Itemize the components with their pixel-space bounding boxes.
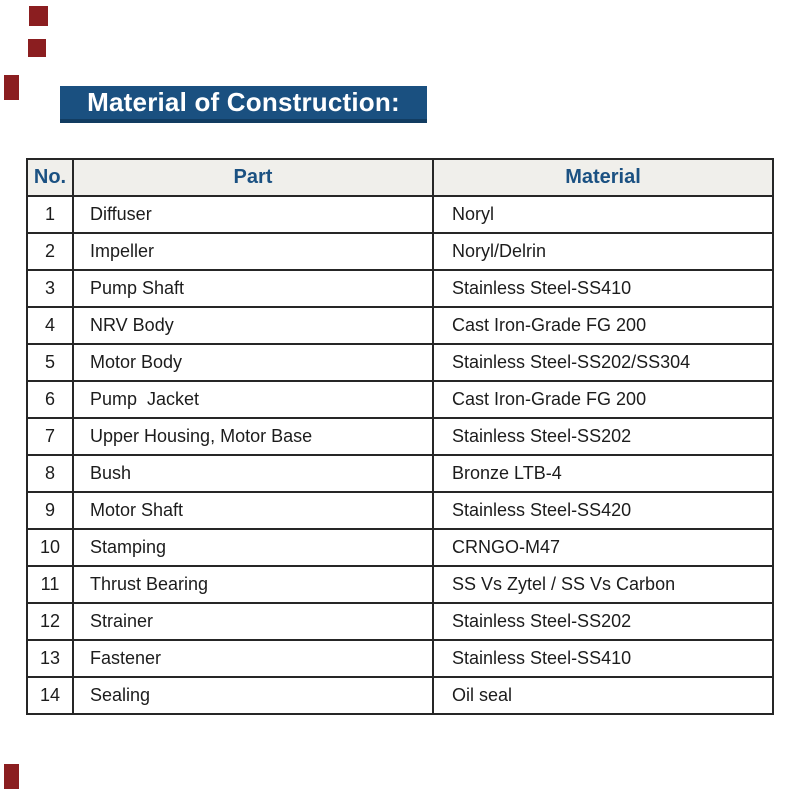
column-header-material: Material bbox=[433, 159, 773, 196]
row-no-cell: 3 bbox=[27, 270, 73, 307]
table-body bbox=[27, 196, 773, 714]
row-material-cell: Stainless Steel-SS410 bbox=[433, 640, 773, 677]
table-row bbox=[27, 566, 773, 603]
page-title: Material of Construction: bbox=[87, 87, 400, 117]
title-banner bbox=[60, 86, 427, 123]
table-row bbox=[27, 344, 773, 381]
row-no-cell: 12 bbox=[27, 603, 73, 640]
row-no-cell: 2 bbox=[27, 233, 73, 270]
row-no-cell: 5 bbox=[27, 344, 73, 381]
row-part-cell: Strainer bbox=[73, 603, 433, 640]
row-material-cell: Oil seal bbox=[433, 677, 773, 714]
row-material-cell: Stainless Steel-SS202 bbox=[433, 603, 773, 640]
row-no-cell: 1 bbox=[27, 196, 73, 233]
crop-mark-bottom-left bbox=[4, 764, 19, 789]
row-part-cell: Bush bbox=[73, 455, 433, 492]
table-row bbox=[27, 418, 773, 455]
table-row bbox=[27, 640, 773, 677]
row-part-cell: Motor Shaft bbox=[73, 492, 433, 529]
row-material-cell: Cast Iron-Grade FG 200 bbox=[433, 381, 773, 418]
row-no-cell: 14 bbox=[27, 677, 73, 714]
row-material-cell: Stainless Steel-SS202 bbox=[433, 418, 773, 455]
row-part-cell: NRV Body bbox=[73, 307, 433, 344]
column-header-no: No. bbox=[27, 159, 73, 196]
row-no-cell: 10 bbox=[27, 529, 73, 566]
row-material-cell: SS Vs Zytel / SS Vs Carbon bbox=[433, 566, 773, 603]
table-row bbox=[27, 196, 773, 233]
row-material-cell: Noryl bbox=[433, 196, 773, 233]
table-row bbox=[27, 233, 773, 270]
table-header-row bbox=[27, 159, 773, 196]
row-no-cell: 9 bbox=[27, 492, 73, 529]
row-part-cell: Sealing bbox=[73, 677, 433, 714]
table-row bbox=[27, 307, 773, 344]
row-material-cell: Cast Iron-Grade FG 200 bbox=[433, 307, 773, 344]
row-material-cell: Noryl/Delrin bbox=[433, 233, 773, 270]
row-no-cell: 11 bbox=[27, 566, 73, 603]
row-no-cell: 4 bbox=[27, 307, 73, 344]
table-row bbox=[27, 381, 773, 418]
table-row bbox=[27, 677, 773, 714]
row-material-cell: Stainless Steel-SS420 bbox=[433, 492, 773, 529]
crop-mark-left bbox=[4, 75, 19, 100]
row-part-cell: Pump Shaft bbox=[73, 270, 433, 307]
row-material-cell: Stainless Steel-SS202/SS304 bbox=[433, 344, 773, 381]
row-part-cell: Thrust Bearing bbox=[73, 566, 433, 603]
table-row bbox=[27, 603, 773, 640]
row-material-cell: Bronze LTB-4 bbox=[433, 455, 773, 492]
table-row bbox=[27, 455, 773, 492]
row-part-cell: Stamping bbox=[73, 529, 433, 566]
row-no-cell: 13 bbox=[27, 640, 73, 677]
row-material-cell: CRNGO-M47 bbox=[433, 529, 773, 566]
column-header-part: Part bbox=[73, 159, 433, 196]
crop-mark-top-2 bbox=[28, 39, 46, 57]
row-part-cell: Motor Body bbox=[73, 344, 433, 381]
table-row bbox=[27, 529, 773, 566]
row-no-cell: 6 bbox=[27, 381, 73, 418]
row-no-cell: 7 bbox=[27, 418, 73, 455]
row-material-cell: Stainless Steel-SS410 bbox=[433, 270, 773, 307]
row-part-cell: Upper Housing, Motor Base bbox=[73, 418, 433, 455]
row-no-cell: 8 bbox=[27, 455, 73, 492]
row-part-cell: Impeller bbox=[73, 233, 433, 270]
table-row bbox=[27, 492, 773, 529]
crop-mark-top-1 bbox=[29, 6, 48, 26]
material-of-construction-table bbox=[26, 158, 774, 715]
table-row bbox=[27, 270, 773, 307]
row-part-cell: Fastener bbox=[73, 640, 433, 677]
row-part-cell: Diffuser bbox=[73, 196, 433, 233]
row-part-cell: Pump Jacket bbox=[73, 381, 433, 418]
